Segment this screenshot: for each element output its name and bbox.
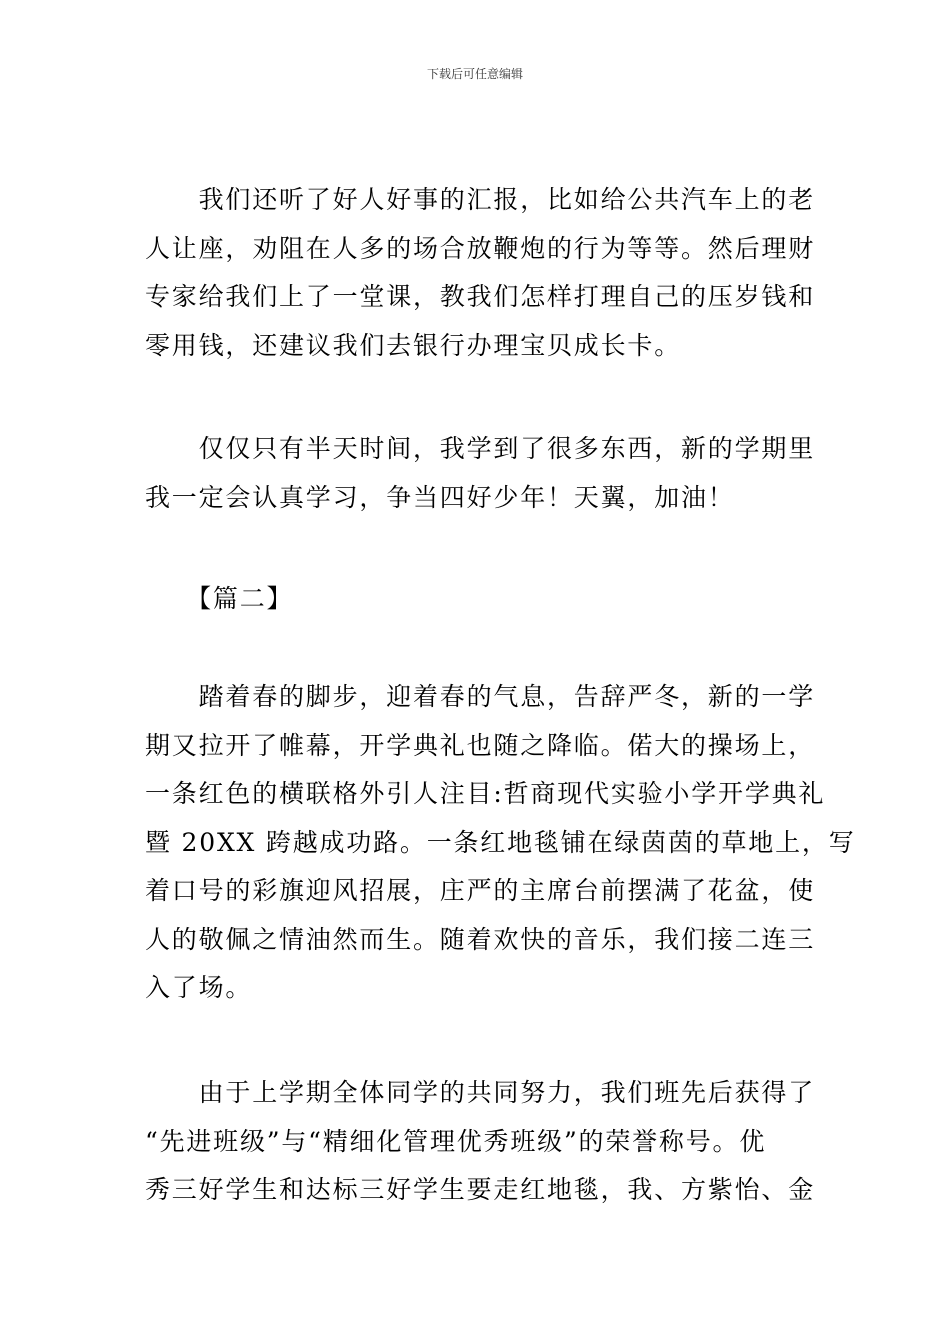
text-line: 人的敬佩之情油然而生。随着欢快的音乐，我们接二连三 bbox=[145, 924, 816, 954]
text-line: 零用钱，还建议我们去银行办理宝贝成长卡。 bbox=[145, 330, 682, 360]
text-line: 暨 20XX 跨越成功路。一条红地毯铺在绿茵茵的草地上，写 bbox=[145, 827, 856, 857]
text-line: 期又拉开了帷幕，开学典礼也随之降临。偌大的操场上， bbox=[145, 730, 816, 760]
paragraph-4 bbox=[145, 1069, 816, 1215]
text-line: 一条红色的横联格外引人注目:哲商现代实验小学开学典礼 bbox=[145, 779, 826, 808]
text-line: 人让座，劝阻在人多的场合放鞭炮的行为等等。然后理财 bbox=[145, 233, 816, 263]
text-line: 我一定会认真学习，争当四好少年！天翼，加油！ bbox=[145, 482, 735, 512]
paragraph-2 bbox=[145, 425, 816, 522]
paragraph-1 bbox=[145, 176, 816, 370]
text-line: 踏着春的脚步，迎着春的气息，告辞严冬，新的一学 bbox=[145, 682, 816, 711]
text-line: 我们还听了好人好事的汇报，比如给公共汽车上的老 bbox=[145, 185, 816, 214]
text-line: 入了场。 bbox=[145, 973, 253, 1002]
section-heading bbox=[145, 575, 807, 624]
text-line: 仅仅只有半天时间，我学到了很多东西，新的学期里 bbox=[145, 434, 816, 463]
page-header: 下载后可任意编辑 bbox=[426, 67, 523, 81]
text-line: 着口号的彩旗迎风招展，庄严的主席台前摆满了花盆，使 bbox=[145, 876, 816, 905]
text-line: 秀三好学生和达标三好学生要走红地毯，我、方紫怡、金 bbox=[145, 1175, 816, 1204]
text-line: 专家给我们上了一堂课，教我们怎样打理自己的压岁钱和 bbox=[145, 282, 816, 311]
paragraph-3 bbox=[145, 673, 856, 1013]
text-line: 由于上学期全体同学的共同努力，我们班先后获得了 bbox=[145, 1078, 816, 1107]
text-line: “先进班级”与“精细化管理优秀班级”的荣誉称号。优 bbox=[145, 1126, 767, 1156]
section-title: 【篇二】 bbox=[145, 584, 294, 613]
